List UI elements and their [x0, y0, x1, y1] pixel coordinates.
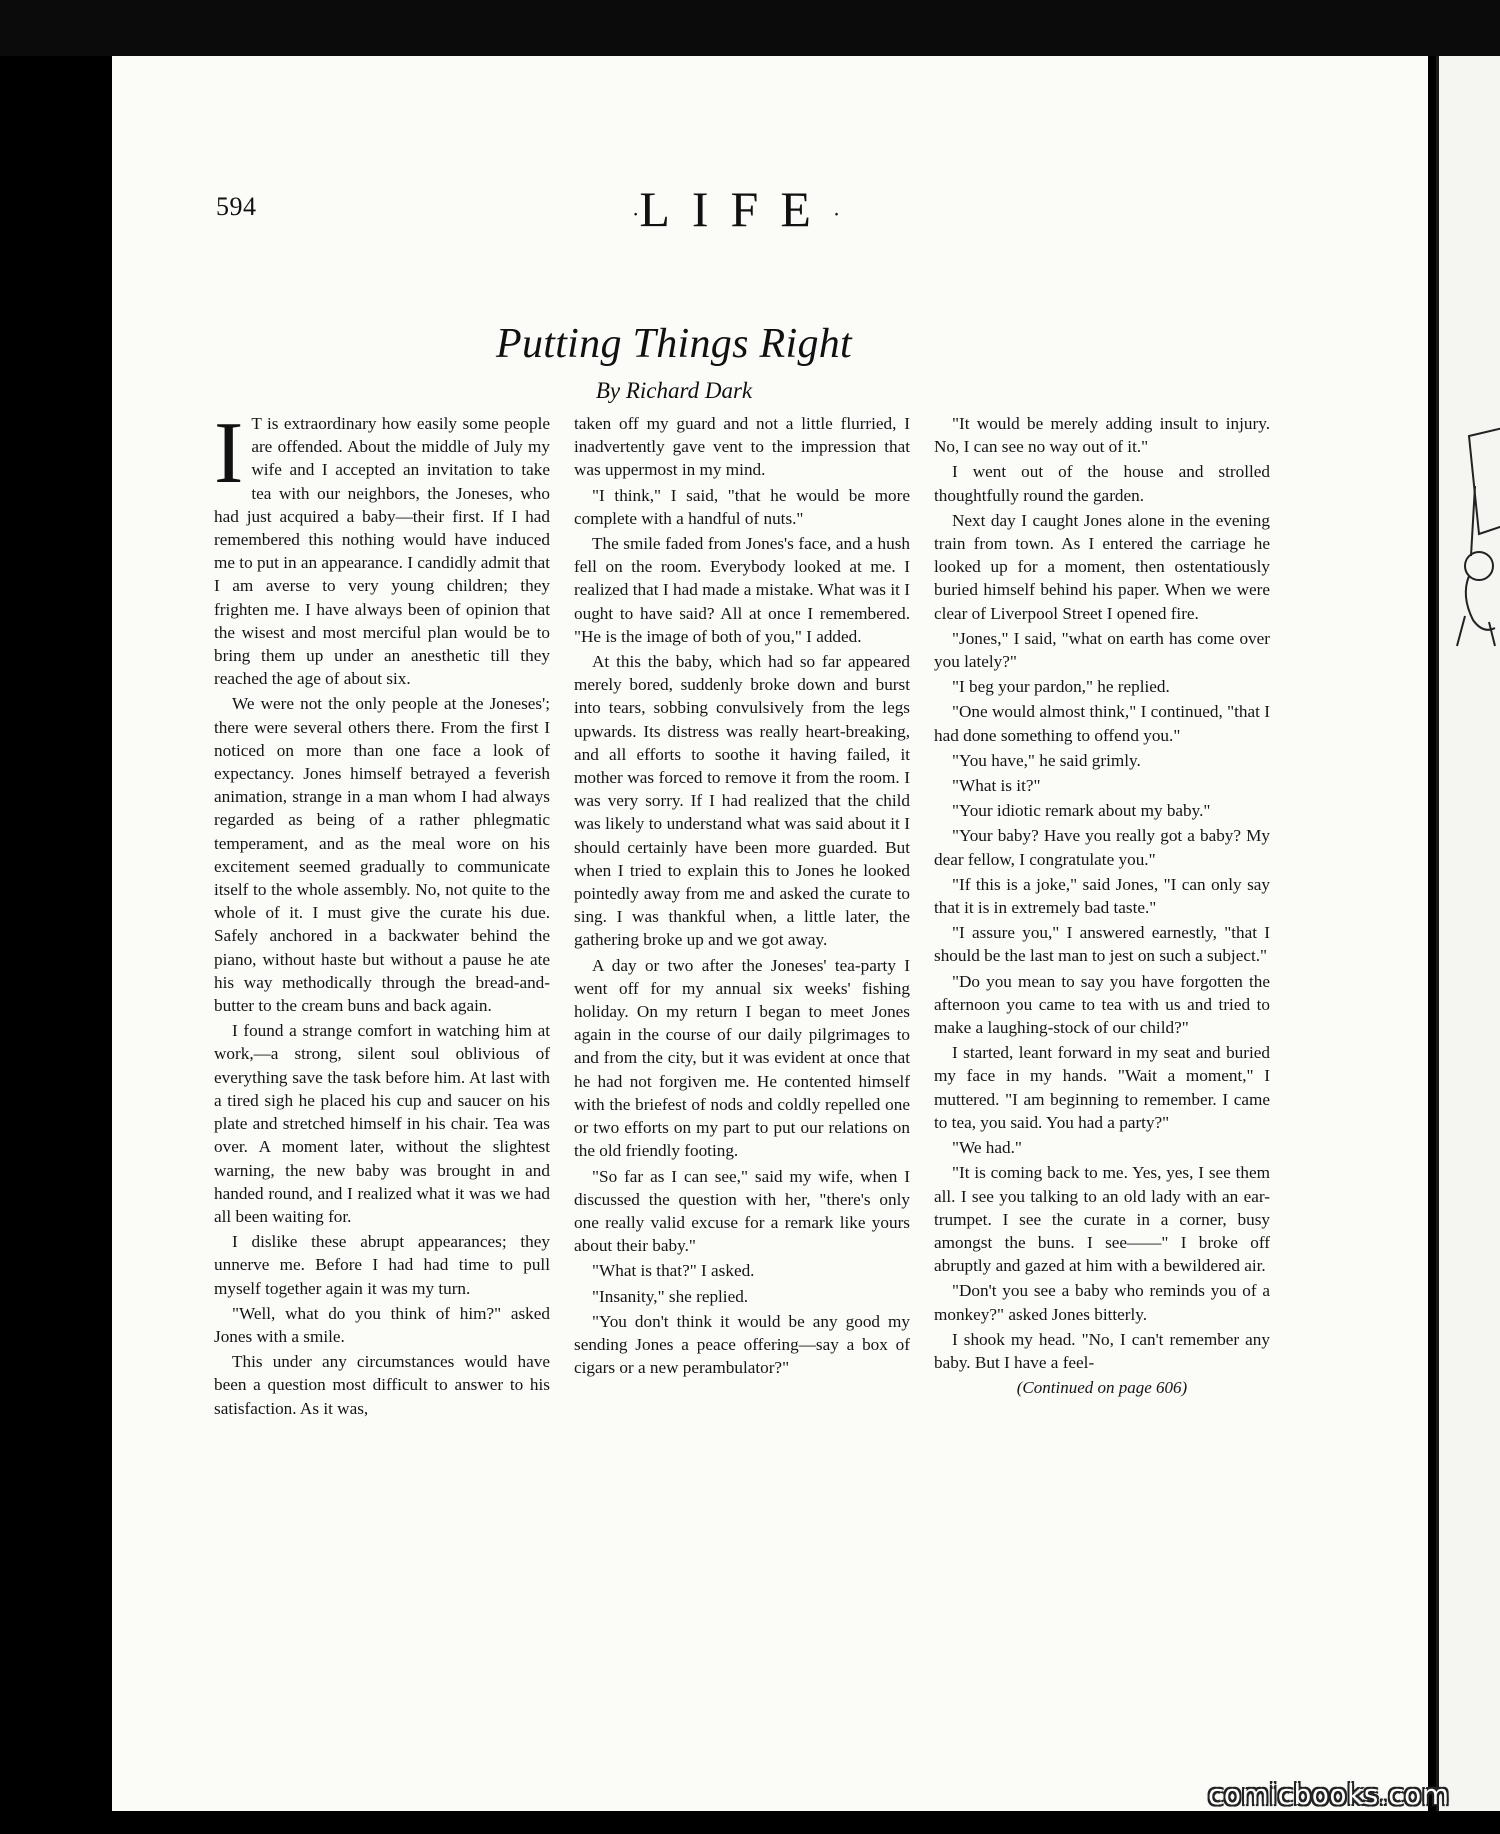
article-paragraph: I dislike these abrupt appearances; they unnerve me. Before I had had time to pull myself together again it was my turn.	[214, 1232, 550, 1298]
article-paragraph: At this the baby, which had so far appeared merely bored, suddenly broke down and burst into tears, sobbing convulsively from the legs upwards. Its distress was really heart-breaking, and all efforts to soothe it having failed, it mother was forced to remove it from the room. I was very sorry. If I had realized that the child was likely to understand what was said about it I should certainly have been more guarded. But when I tried to explain this to Jones he looked pointedly away from me and asked the curate to sing. I was thankful when, a little later, the gathering broke up and we got away.	[574, 652, 910, 950]
article-paragraph: This under any circumstances would have been a question most difficult to answer to his satisfaction. As it was,	[214, 1352, 550, 1418]
article-paragraph: "Don't you see a baby who reminds you of a monkey?" asked Jones bitterly.	[934, 1281, 1270, 1324]
article-paragraph: "One would almost think," I continued, "that I had done something to offend you."	[934, 702, 1270, 745]
article-paragraph: "It would be merely adding insult to injury. No, I can see no way out of it."	[934, 414, 1270, 457]
article-paragraph: "So far as I can see," said my wife, when I discussed the question with her, "there's only one really valid excuse for a remark like yours about their baby."	[574, 1166, 910, 1256]
site-watermark-logo: comicbooks.com	[1208, 1778, 1450, 1811]
article-paragraph: The smile faded from Jones's face, and a hush fell on the room. Everybody looked at me. I realized that I had made a mistake. What was it I ought to have said? All at once I remembered. "He is the image of both of you," I added.	[574, 534, 910, 646]
continued-note: (Continued on page 606)	[1016, 1378, 1188, 1398]
article-paragraph: "I beg your pardon," he replied.	[952, 677, 1170, 697]
article-paragraph: "Insanity," she replied.	[592, 1286, 749, 1306]
article-column-2	[574, 412, 910, 1381]
article-paragraph: "It is coming back to me. Yes, yes, I see them all. I see you talking to an old lady with an ear-trumpet. I see the curate in a corner, busy amongst the buns. I see——" I broke off abruptly and gazed at him with a bewildered air.	[934, 1163, 1270, 1276]
article-paragraph: Next day I caught Jones alone in the evening train from town. As I entered the carriage he looked up for a moment, then ostentatiously buried himself behind his paper. When we were clear of Liverpool Street I opened fire.	[934, 510, 1270, 623]
adjacent-page-illustration	[1439, 56, 1500, 1811]
article-paragraph: "Your baby? Have you really got a baby? My dear fellow, I congratulate you."	[934, 826, 1270, 869]
masthead	[632, 180, 840, 238]
article-paragraph: "Do you mean to say you have forgotten the afternoon you came to tea with us and tried to make a laughing-stock of our child?"	[934, 971, 1270, 1038]
article-title: Putting Things Right	[495, 321, 853, 367]
article-paragraph: "Your idiotic remark about my baby."	[952, 801, 1211, 821]
article-paragraph: "I assure you," I answered earnestly, "that I should be the last man to jest on such a subject."	[934, 923, 1270, 966]
drop-cap: I	[214, 405, 244, 502]
article-paragraph: "Well, what do you think of him?" asked Jones with a smile.	[214, 1303, 550, 1346]
article-paragraph: I shook my head. "No, I can't remember any baby. But I have a feel-	[934, 1329, 1270, 1372]
article-paragraph: A day or two after the Joneses' tea-party I went off for my annual six weeks' fishing holiday. On my return I began to meet Jones again in the course of our daily pilgrimages to and from the city, but it was evident at once that he had not forgiven me. He contented himself with the briefest of nods and coldly repelled one or two efforts on my part to put our relations on the old friendly footing.	[574, 955, 910, 1161]
article-paragraph: "I think," I said, "that he would be more complete with a handful of nuts."	[574, 485, 910, 528]
article-paragraph: "You have," he said grimly.	[952, 750, 1141, 770]
article-paragraph: "We had."	[952, 1138, 1022, 1158]
article-paragraph: I started, leant forward in my seat and buried my face in my hands. "Wait a moment," I muttered. "I am beginning to remember. I came to tea, you said. You had a party?"	[934, 1043, 1270, 1132]
masthead-dot-right: ·	[832, 201, 841, 227]
page-number: 594	[216, 192, 257, 221]
article-paragraph: taken off my guard and not a little flurried, I inadvertently gave vent to the impression that was uppermost in my mind.	[574, 414, 910, 480]
article-paragraph: I went out of the house and strolled thoughtfully round the garden.	[934, 462, 1270, 505]
article-column-1	[214, 405, 550, 1422]
article-paragraph: "You don't think it would be any good my sending Jones a peace offering—say a box of cigars or a new perambulator?"	[574, 1311, 910, 1378]
article-paragraph: "What is that?" I asked.	[592, 1261, 755, 1281]
article-paragraph-text: T is extraordinary how easily some people are offended. About the middle of July my wife and I accepted an invitation to take tea with our neighbors, the Joneses, who had just acquired a baby—their first. If I had remembered this nothing would have induced me to put in an appearance. I candidly admit that I am averse to very young children; they frighten me. I have always been of opinion that the wisest and most merciful plan would be to bring them up under an anesthetic till they reached the age of about six.	[214, 414, 550, 689]
article-byline: By Richard Dark	[595, 378, 753, 403]
masthead-title: LIFE	[639, 181, 833, 237]
article-paragraph: "If this is a joke," said Jones, "I can only say that it is in extremely bad taste."	[934, 874, 1270, 918]
article-paragraph: I found a strange comfort in watching him at work,—a strong, silent soul oblivious of everything save the task before him. At last with a tired sigh he placed his cup and saucer on his plate and stretched himself in his chair. Tea was over. A moment later, without the slightest warning, the new baby was brought in and handed round, and I realized what it was we had all been waiting for.	[214, 1021, 550, 1226]
article-paragraph: "What is it?"	[952, 776, 1041, 796]
article-paragraph: "Jones," I said, "what on earth has come over you lately?"	[934, 628, 1270, 672]
masthead-dot-left: ·	[632, 201, 640, 227]
magazine-page	[112, 56, 1428, 1811]
article-column-3	[934, 412, 1270, 1399]
article-paragraph	[214, 405, 550, 690]
article-paragraph: We were not the only people at the Joneses'; there were several others there. From the first I noticed on more than one face a look of expectancy. Jones himself betrayed a feverish animation, strange in a man whom I had always regarded as being of a rather phlegmatic temperament, and as the meal wore on his excitement seemed gradually to communicate itself to the whole assembly. No, not quite to the whole of it. I must give the curate his due. Safely anchored in a backwater behind the piano, without haste but without a pause he ate his way methodically through the bread-and-butter to the cream buns and back again.	[214, 694, 550, 1016]
scan-border	[0, 0, 1500, 56]
adjacent-page-edge	[1436, 56, 1500, 1811]
